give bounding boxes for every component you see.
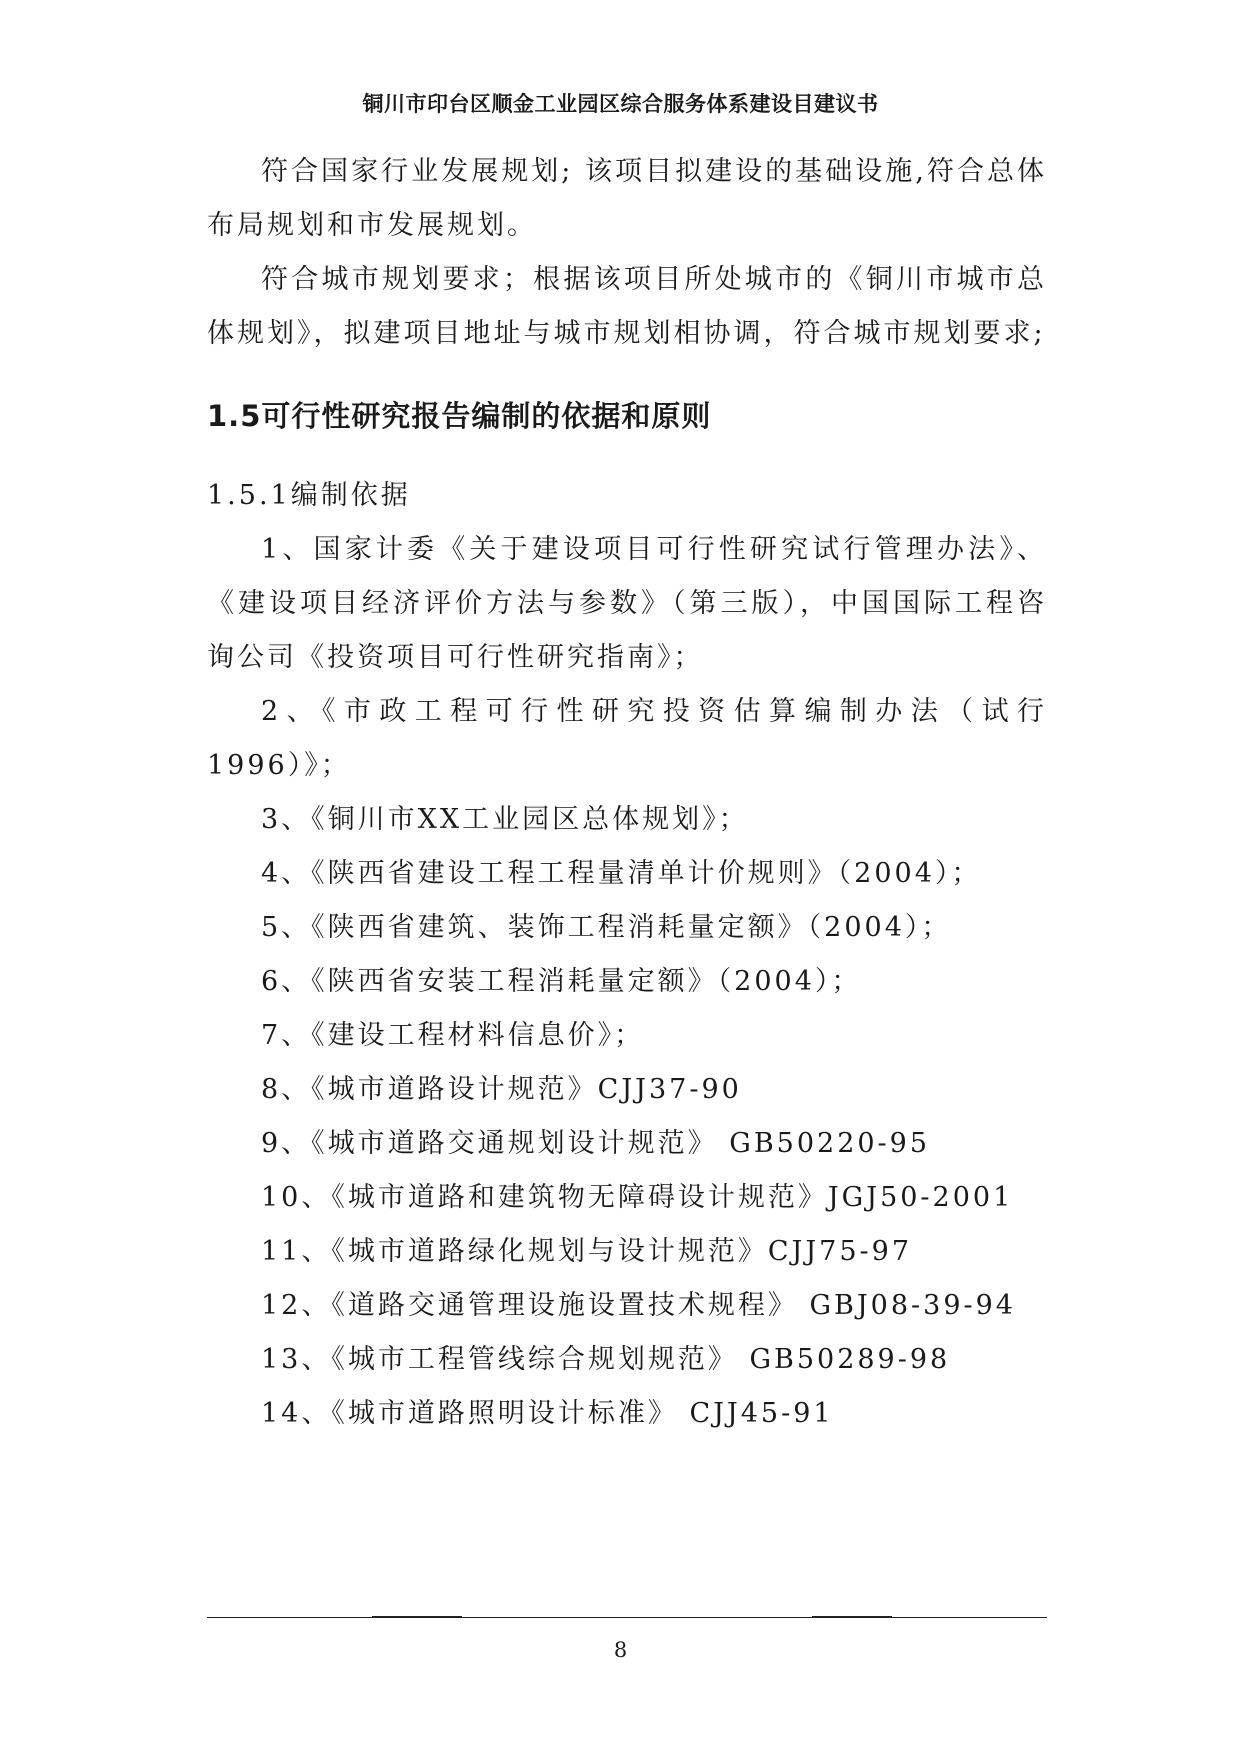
- list-item: 13、《城市工程管线综合规划规范》 GB50289-98: [261, 1344, 951, 1375]
- list-item: 10、《城市道路和建筑物无障碍设计规范》JGJ50-2001: [261, 1182, 1014, 1213]
- page-content: [207, 145, 1047, 1441]
- section-heading: 1.5可行性研究报告编制的依据和原则: [207, 399, 712, 433]
- list-item: 4、《陕西省建设工程工程量清单计价规则》（2004）；: [261, 858, 982, 889]
- list-item: 3、《铜川市XX工业园区总体规划》；: [261, 804, 749, 835]
- list-item: 2、《市政工程可行性研究投资估算编制办法（试行1996）》；: [207, 696, 1047, 781]
- running-header-title: 铜川市印台区顺金工业园区综合服务体系建设目建议书: [362, 92, 879, 116]
- list-item: 14、《城市道路照明设计标准》 CJJ45-91: [261, 1398, 834, 1429]
- list-item: 9、《城市道路交通规划设计规范》 GB50220-95: [261, 1128, 931, 1159]
- list-item: 11、《城市道路绿化规划与设计规范》CJJ75-97: [261, 1236, 912, 1267]
- list-item: 7、《建设工程材料信息价》；: [261, 1020, 645, 1051]
- body-paragraph: 符合城市规划要求；根据该项目所处城市的《铜川市城市总体规划》，拟建项目地址与城市规划相协调，符合城市规划要求;: [207, 264, 1047, 349]
- list-item: 6、《陕西省安装工程消耗量定额》（2004）；: [261, 966, 862, 997]
- list-item: 5、《陕西省建筑、装饰工程消耗量定额》（2004）；: [261, 912, 952, 943]
- list-item: 8、《城市道路设计规范》CJJ37-90: [261, 1074, 742, 1105]
- basis-list: [207, 523, 1047, 1441]
- footer-divider: [207, 1617, 1047, 1618]
- page-number: 8: [613, 1638, 628, 1662]
- body-paragraph: 符合国家行业发展规划; 该项目拟建设的基础设施,符合总体布局规划和市发展规划。: [207, 156, 1047, 241]
- subsection-heading: 1.5.1编制依据: [207, 480, 411, 511]
- list-item: 1、国家计委《关于建设项目可行性研究试行管理办法》、《建设项目经济评价方法与参数》（第三版），中国国际工程咨询公司《投资项目可行性研究指南》；: [207, 534, 1047, 673]
- list-item: 12、《道路交通管理设施设置技术规程》 GBJ08-39-94: [261, 1290, 1016, 1321]
